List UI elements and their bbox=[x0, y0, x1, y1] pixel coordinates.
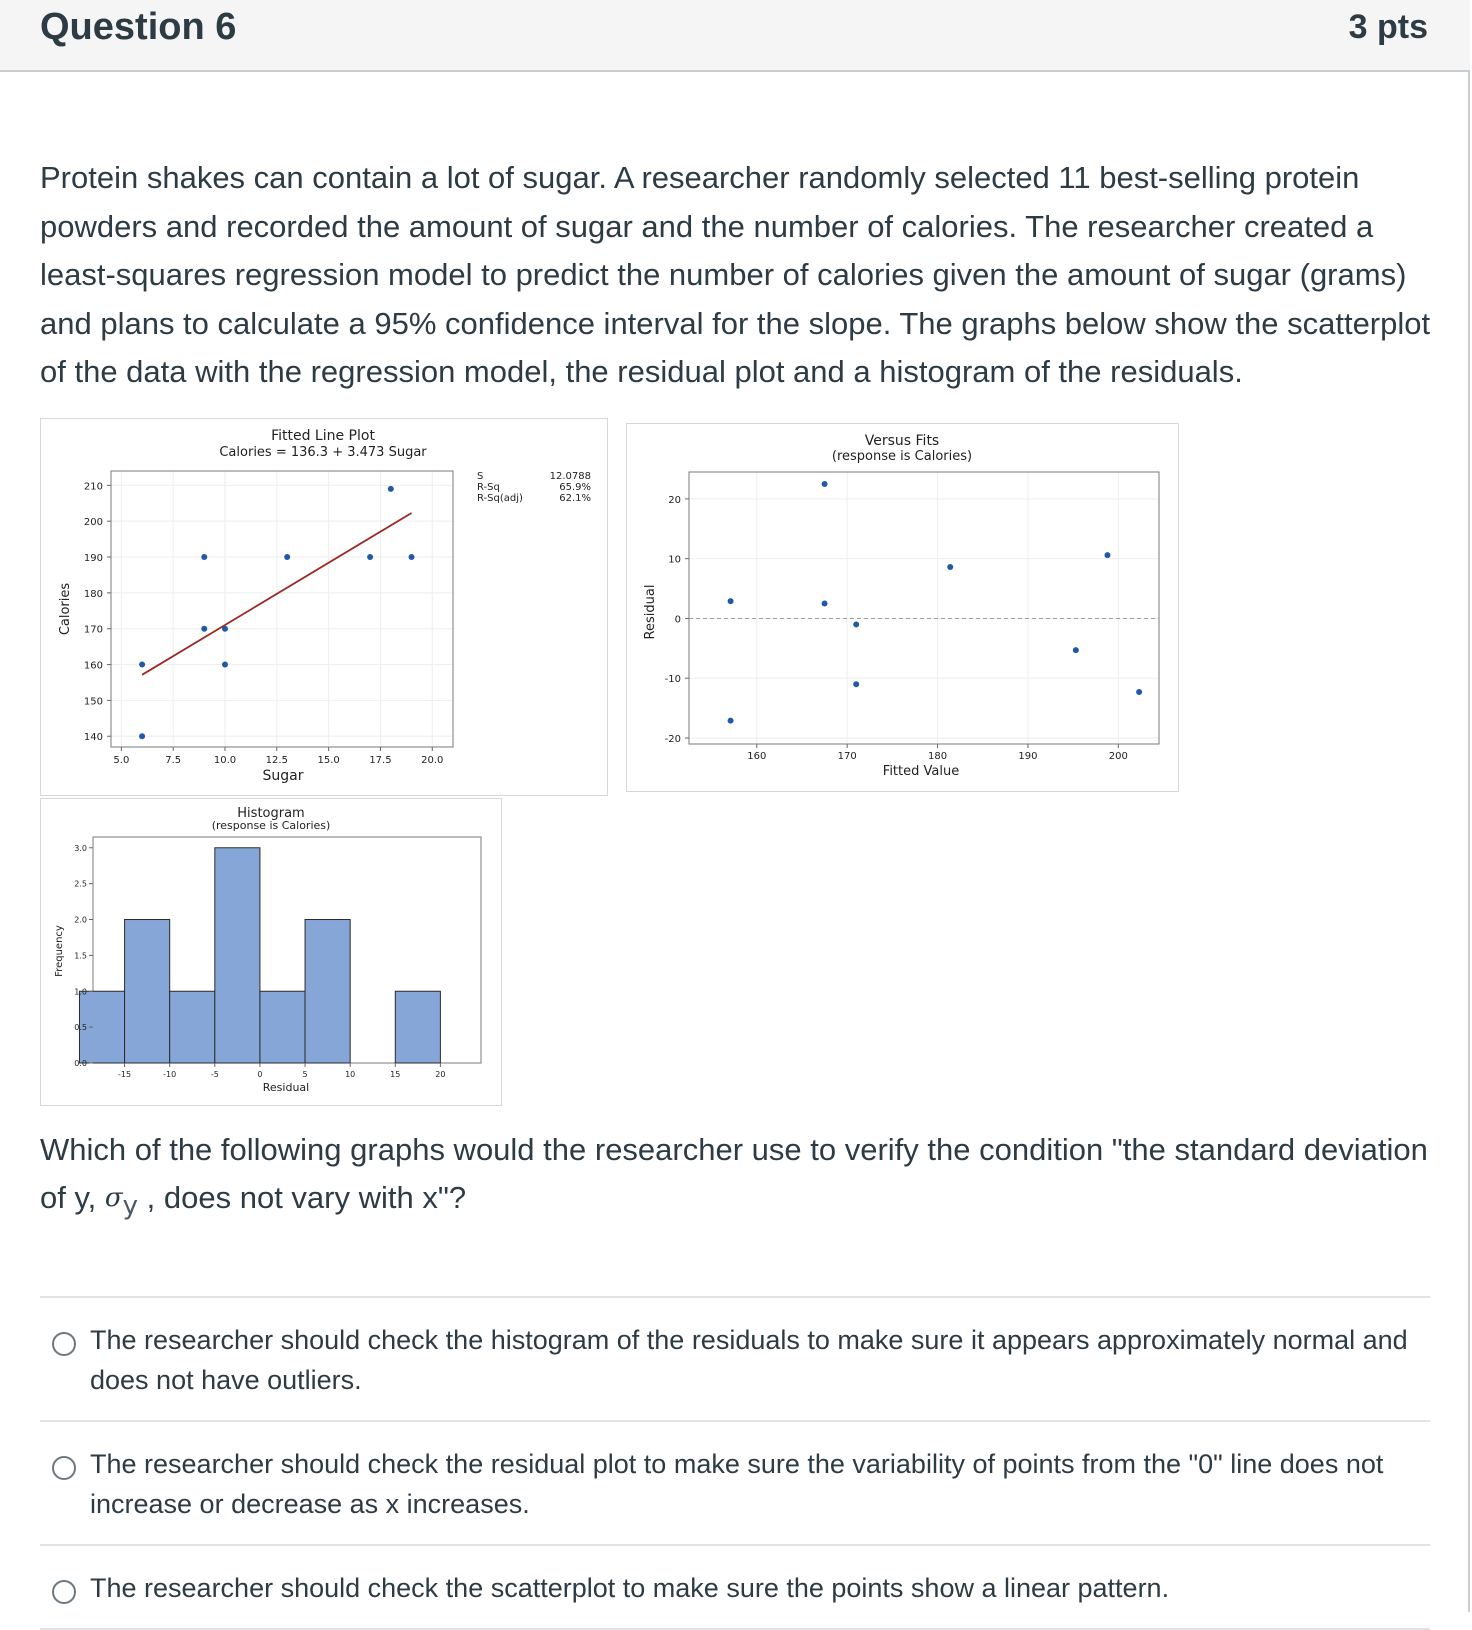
y-tick-label: 10 bbox=[668, 554, 681, 566]
fitted-line-plot-x-ticks bbox=[113, 747, 443, 766]
x-tick-label: 5 bbox=[302, 1070, 308, 1079]
sigma-y-symbol bbox=[104, 1183, 139, 1221]
residual-point bbox=[728, 598, 734, 604]
residual-plot-x-ticks bbox=[747, 744, 1128, 762]
x-tick-label: 180 bbox=[928, 751, 948, 762]
answer-text-1: The researcher should check the histogram of the residuals to make sure it appears approximately normal and does not have outliers. bbox=[90, 1325, 1408, 1395]
question-ask-text-before: Which of the following graphs would the researcher use to verify the condition "the standard deviation of y, bbox=[40, 1132, 1428, 1215]
histogram-subtitle: (response is Calories) bbox=[211, 819, 331, 832]
data-point bbox=[222, 662, 228, 668]
residual-plot-points bbox=[728, 481, 1143, 724]
fitted-line-plot-xlabel: Sugar bbox=[262, 768, 304, 784]
residual-plot-title: Versus Fits bbox=[864, 433, 940, 449]
residual-histogram-svg bbox=[41, 799, 501, 1105]
residual-point bbox=[728, 718, 734, 724]
data-point bbox=[222, 626, 228, 632]
y-tick-label: 2.0 bbox=[74, 915, 87, 925]
histogram-bar bbox=[215, 848, 260, 1063]
x-tick-label: 10.0 bbox=[213, 755, 237, 766]
x-tick-label: 15 bbox=[390, 1070, 401, 1079]
y-tick-label: -10 bbox=[664, 674, 681, 686]
residual-point bbox=[853, 621, 859, 627]
fitted-line-plot-ylabel: Calories bbox=[58, 582, 73, 636]
data-point bbox=[367, 554, 373, 560]
answer-text-2: The researcher should check the residual plot to make sure the variability of points from the "0" line does not increase or decrease as x increases. bbox=[90, 1449, 1384, 1519]
answer-option-3[interactable] bbox=[40, 1544, 1430, 1630]
residual-plot-xlabel: Fitted Value bbox=[882, 764, 960, 779]
x-tick-label: 10 bbox=[345, 1070, 356, 1079]
histogram-bars bbox=[79, 848, 440, 1063]
question-ask-text-after: , does not vary with x"? bbox=[138, 1180, 467, 1215]
y-tick-label: 2.5 bbox=[74, 879, 87, 889]
y-tick-label: 140 bbox=[83, 732, 103, 744]
fitted-line-plot bbox=[40, 418, 608, 796]
residual-plot-ylabel: Residual bbox=[643, 584, 658, 640]
answer-option-1[interactable] bbox=[40, 1296, 1430, 1420]
residual-plot-grid bbox=[689, 472, 1159, 744]
y-tick-label: 210 bbox=[83, 481, 103, 493]
residual-point bbox=[822, 481, 828, 487]
residual-point bbox=[1104, 552, 1110, 558]
stat-label-rsqadj: R-Sq(adj) bbox=[477, 493, 523, 504]
histogram-bar bbox=[260, 991, 305, 1063]
data-point bbox=[409, 554, 415, 560]
y-tick-label: 150 bbox=[83, 696, 103, 708]
x-tick-label: 20 bbox=[435, 1070, 446, 1079]
histogram-bar bbox=[305, 920, 350, 1063]
x-tick-label: 12.5 bbox=[265, 755, 288, 766]
residual-point bbox=[1136, 689, 1142, 695]
answer-text-3: The researcher should check the scatterplot to make sure the points show a linear pattern. bbox=[90, 1573, 1170, 1603]
x-tick-label: 17.5 bbox=[369, 755, 392, 766]
question-header bbox=[0, 0, 1470, 72]
y-tick-label: -20 bbox=[664, 734, 681, 746]
stat-value-rsq: 65.9% bbox=[559, 482, 591, 493]
residual-point bbox=[822, 601, 828, 607]
histogram-title: Histogram bbox=[237, 806, 305, 821]
question-title: Question 6 bbox=[40, 6, 237, 48]
data-point bbox=[201, 554, 207, 560]
sigma-subscript: y bbox=[122, 1191, 139, 1221]
x-tick-label: 15.0 bbox=[317, 755, 340, 766]
residual-plot-subtitle: (response is Calories) bbox=[831, 449, 973, 464]
y-tick-label: 200 bbox=[83, 517, 103, 529]
radio-button-2[interactable] bbox=[52, 1456, 76, 1480]
x-tick-label: -15 bbox=[118, 1070, 132, 1079]
residual-plot-svg bbox=[627, 424, 1178, 791]
answer-option-2[interactable] bbox=[40, 1420, 1430, 1544]
question-points: 3 pts bbox=[1348, 8, 1428, 46]
regression-stats bbox=[477, 471, 591, 504]
fitted-line-plot-subtitle: Calories = 136.3 + 3.473 Sugar bbox=[219, 445, 427, 460]
x-tick-label: 7.5 bbox=[165, 755, 182, 766]
fitted-line-plot-svg bbox=[41, 419, 607, 795]
y-tick-label: 190 bbox=[83, 553, 103, 565]
x-tick-label: 190 bbox=[1018, 751, 1038, 762]
stat-label-s: S bbox=[477, 471, 484, 482]
residual-point bbox=[1073, 647, 1079, 653]
sigma-symbol: σ bbox=[104, 1183, 123, 1213]
fitted-line-plot-title: Fitted Line Plot bbox=[271, 428, 375, 444]
data-point bbox=[201, 626, 207, 632]
histogram-xlabel: Residual bbox=[262, 1081, 310, 1094]
y-tick-label: 0 bbox=[674, 614, 681, 626]
y-tick-label: 1.0 bbox=[74, 987, 87, 997]
y-tick-label: 1.5 bbox=[74, 951, 87, 961]
x-tick-label: 160 bbox=[747, 751, 767, 762]
answer-list bbox=[40, 1296, 1430, 1630]
y-tick-label: 0.0 bbox=[74, 1059, 87, 1068]
x-tick-label: 0 bbox=[257, 1070, 263, 1079]
histogram-bar bbox=[170, 991, 215, 1063]
y-tick-label: 0.5 bbox=[74, 1023, 87, 1033]
stat-value-rsqadj: 62.1% bbox=[559, 493, 591, 504]
histogram-bar bbox=[395, 991, 440, 1063]
y-tick-label: 3.0 bbox=[74, 843, 87, 853]
x-tick-label: -5 bbox=[210, 1070, 219, 1079]
residual-plot bbox=[626, 423, 1179, 792]
radio-button-1[interactable] bbox=[52, 1332, 76, 1356]
y-tick-label: 20 bbox=[668, 494, 681, 506]
histogram-ylabel: Frequency bbox=[54, 925, 65, 977]
y-tick-label: 180 bbox=[83, 588, 103, 600]
residual-point bbox=[853, 681, 859, 687]
residual-point bbox=[947, 564, 953, 570]
y-tick-label: 160 bbox=[83, 660, 103, 672]
data-point bbox=[284, 554, 290, 560]
question-prompt: Protein shakes can contain a lot of sugar. A researcher randomly selected 11 best-selling protein powders and recorded the amount of sugar and the number of calories. The researcher created a least-squares regression model to predict the number of calories given the amount of sugar (grams) and plans to calculate a 95% confidence interval for the slope. The graphs below show the scatterplot of the data with the regression model, the residual plot and a histogram of the residuals. bbox=[40, 160, 1431, 389]
stat-value-s: 12.0788 bbox=[549, 471, 591, 482]
x-tick-label: 200 bbox=[1108, 751, 1128, 762]
data-point bbox=[139, 662, 145, 668]
radio-button-3[interactable] bbox=[52, 1580, 76, 1604]
histogram-bar bbox=[125, 920, 170, 1063]
data-point bbox=[388, 486, 394, 492]
fitted-line-plot-grid bbox=[111, 471, 453, 747]
residual-plot-y-ticks bbox=[665, 495, 689, 745]
stat-label-rsq: R-Sq bbox=[477, 482, 500, 493]
question-ask bbox=[40, 1126, 1440, 1230]
fitted-line-plot-frame bbox=[111, 471, 453, 747]
x-tick-label: 170 bbox=[837, 751, 857, 762]
y-tick-label: 170 bbox=[83, 624, 103, 636]
fitted-line-plot-y-ticks bbox=[84, 481, 111, 743]
x-tick-label: -10 bbox=[163, 1070, 177, 1079]
data-point bbox=[139, 733, 145, 739]
x-tick-label: 5.0 bbox=[113, 755, 130, 766]
residual-histogram bbox=[40, 798, 502, 1106]
x-tick-label: 20.0 bbox=[421, 755, 444, 766]
residual-plot-frame bbox=[689, 472, 1159, 744]
histogram-x-ticks bbox=[118, 1063, 445, 1079]
content-border bbox=[1468, 70, 1470, 1612]
